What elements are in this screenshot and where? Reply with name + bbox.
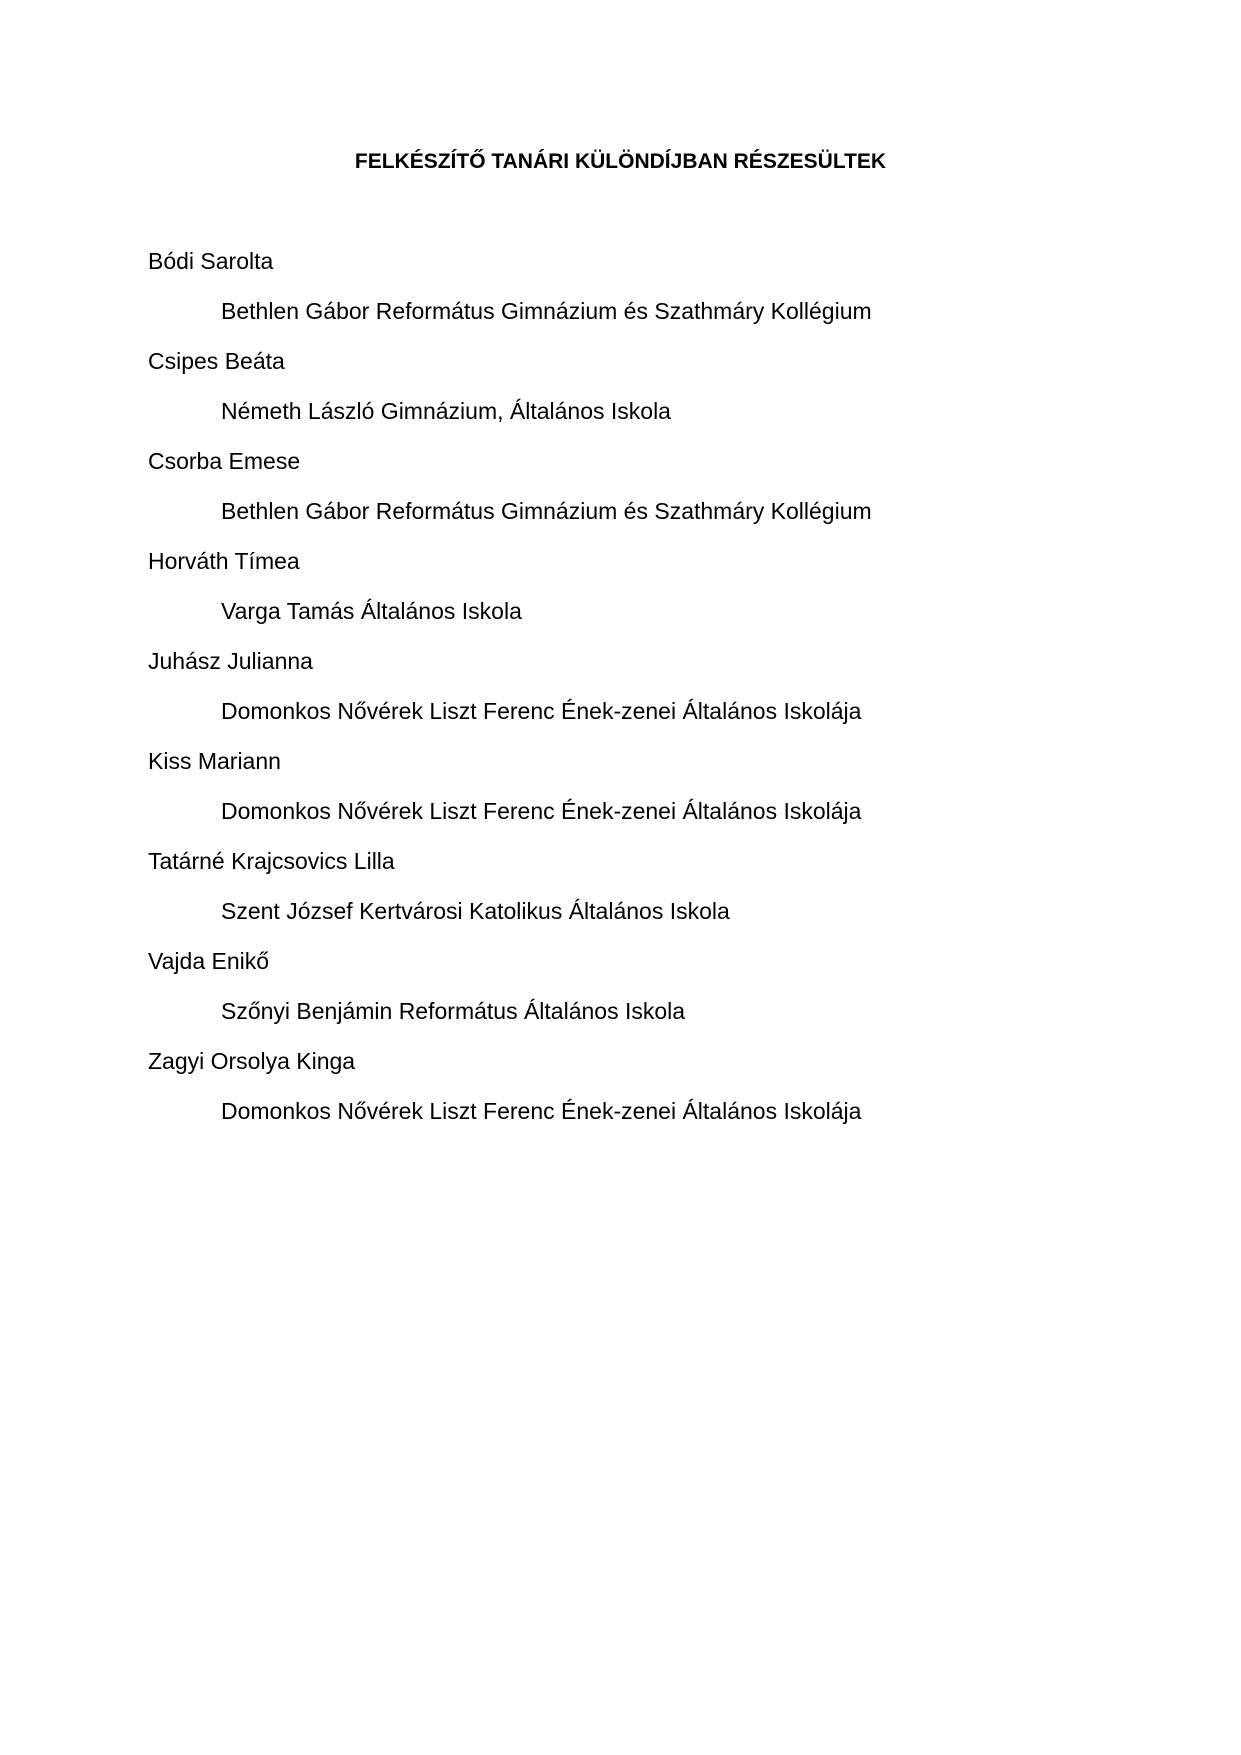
teacher-name: Zagyi Orsolya Kinga [148, 1048, 356, 1074]
teacher-name: Horváth Tímea [148, 548, 300, 574]
teacher-name: Bódi Sarolta [148, 248, 274, 274]
school-name: Németh László Gimnázium, Általános Iskola [221, 398, 671, 424]
teacher-name: Vajda Enikő [148, 948, 270, 974]
school-name: Domonkos Nővérek Liszt Ferenc Ének-zenei Általános Iskolája [221, 698, 862, 724]
school-name: Varga Tamás Általános Iskola [221, 598, 522, 624]
school-name: Domonkos Nővérek Liszt Ferenc Ének-zenei Általános Iskolája [221, 1098, 862, 1124]
school-name: Bethlen Gábor Református Gimnázium és Szathmáry Kollégium [221, 298, 872, 324]
school-name: Szőnyi Benjámin Református Általános Iskola [221, 998, 686, 1024]
teacher-name: Juhász Julianna [148, 648, 313, 674]
document-title: FELKÉSZÍTŐ TANÁRI KÜLÖNDÍJBAN RÉSZESÜLTEK [354, 150, 887, 173]
teacher-name: Kiss Mariann [148, 748, 281, 774]
school-name: Szent József Kertvárosi Katolikus Általános Iskola [221, 898, 730, 924]
teacher-name: Csorba Emese [148, 448, 301, 474]
school-name: Bethlen Gábor Református Gimnázium és Szathmáry Kollégium [221, 498, 872, 524]
teacher-name: Tatárné Krajcsovics Lilla [148, 848, 395, 874]
teacher-name: Csipes Beáta [148, 348, 285, 374]
award-recipients-list [148, 246, 1148, 1146]
school-name: Domonkos Nővérek Liszt Ferenc Ének-zenei Általános Iskolája [221, 798, 862, 824]
